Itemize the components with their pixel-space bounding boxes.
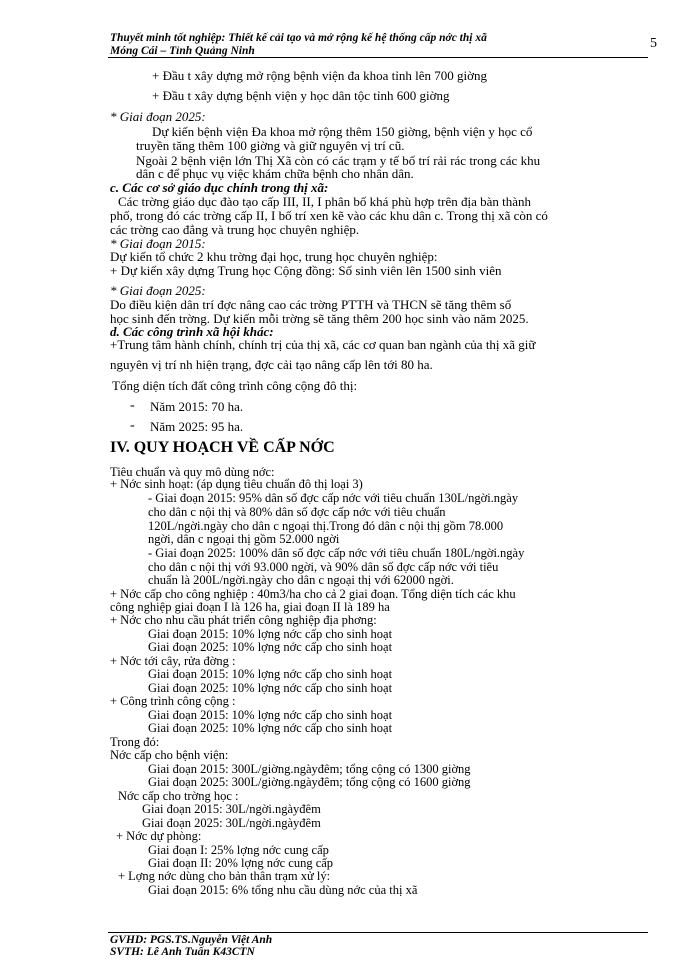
- text-line: Giai đoạn 2025: 30L/ngời.ngàyđêm: [142, 816, 321, 830]
- page-footer: [110, 934, 272, 958]
- text-line: Giai đoạn I: 25% lợng nớc cung cấp: [148, 843, 329, 857]
- text-line: Giai đoạn 2015: 30L/ngời.ngàyđêm: [142, 802, 321, 816]
- text-line: Giai đoạn 2015: 10% lợng nớc cấp cho sinh hoạt: [148, 708, 393, 722]
- footer-student: SVTH: Lê Anh Tuấn K43CTN: [110, 946, 255, 958]
- text-line: Giai đoạn 2025: 300L/giờng.ngàyđêm; tổng cộng có 1600 giờng: [148, 775, 471, 789]
- list-item: Năm 2015: 70 ha.: [150, 399, 244, 414]
- text-line: chuẩn là 200L/ngời.ngày cho dân c ngoại thị với 62000 ngời.: [148, 573, 454, 587]
- text-line: Các trờng giáo dục đào tạo cấp III, II, I phân bố khá phù hợp trên địa bàn thành: [118, 194, 532, 209]
- text-line: + Lợng nớc dùng cho bản thân trạm xử lý:: [118, 869, 331, 883]
- text-line: - Giai đoạn 2015: 95% dân số đợc cấp nớc với tiêu chuẩn 130L/ngời.ngày: [148, 491, 519, 505]
- dash-bullet: -: [130, 398, 135, 413]
- header-divider: [108, 57, 648, 58]
- section-label: * Giai đoạn 2025:: [110, 109, 206, 124]
- header-subtitle-line: Móng Cái – Tỉnh Quảng Ninh: [110, 45, 255, 57]
- text-line: + Nớc dự phòng:: [116, 829, 202, 843]
- text-line: 120L/ngời.ngày cho dân c ngoại thị.Trong đó dân c nội thị gồm 78.000: [148, 519, 504, 533]
- text-line: Giai đoạn 2025: 10% lợng nớc cấp cho sinh hoạt: [148, 681, 393, 695]
- text-line: công nghiệp giai đoạn I là 126 ha, giai đoạn II là 189 ha: [110, 600, 390, 614]
- text-line: nguyên vị trí nh hiện trạng, đợc cải tạo nâng cấp lên tới 80 ha.: [110, 357, 433, 372]
- text-line: truyền tăng thêm 100 giờng và giữ nguyên vị trí cũ.: [136, 138, 405, 153]
- subsection-heading: c. Các cơ sở giáo dục chính trong thị xã:: [110, 180, 329, 195]
- footer-divider: [108, 932, 648, 933]
- text-line: Trong đó:: [110, 735, 160, 749]
- text-line: cho dân c nội thị và 80% dân số đợc cấp nớc với tiêu chuẩn: [148, 505, 446, 519]
- page-header: [110, 32, 650, 58]
- text-line: Giai đoạn 2015: 10% lợng nớc cấp cho sinh hoạt: [148, 667, 393, 681]
- text-line: các trờng cao đẳng và trung học chuyên nghiệp.: [110, 222, 360, 237]
- footer-supervisor: GVHD: PGS.TS.Nguyễn Việt Anh: [110, 934, 273, 946]
- text-line: cho dân c nội thị với 93.000 ngời, và 90% dân số đợc cấp nớc với tiêu: [148, 560, 499, 574]
- text-line: Giai đoạn 2015: 6% tổng nhu cầu dùng nớc của thị xã: [148, 883, 418, 897]
- section-label: * Giai đoạn 2015:: [110, 236, 206, 251]
- text-line: - Giai đoạn 2025: 100% dân số đợc cấp nớc với tiêu chuẩn 180L/ngời.ngày: [148, 546, 525, 560]
- text-line: + Đầu t xây dựng bệnh viện y học dân tộc tỉnh 600 giờng: [152, 88, 450, 103]
- text-line: ngời, dân c ngoại thị gồm 52.000 ngời: [148, 532, 340, 546]
- text-line: + Công trình công cộng :: [110, 694, 236, 708]
- text-line: + Nớc cấp cho công nghiệp : 40m3/ha cho cả 2 giai đoạn. Tổng diện tích các khu: [110, 587, 516, 601]
- text-line: Nớc cấp cho trờng học :: [118, 789, 239, 803]
- text-line: + Nớc sinh hoạt: (áp dụng tiêu chuẩn đô thị loại 3): [110, 477, 363, 491]
- list-item: Năm 2025: 95 ha.: [150, 419, 244, 434]
- text-line: Giai đoạn 2025: 10% lợng nớc cấp cho sinh hoạt: [148, 721, 393, 735]
- text-line: Do điều kiện dân trí đợc nâng cao các trờng PTTH và THCN sẽ tăng thêm số: [110, 297, 512, 312]
- text-line: Giai đoạn 2015: 10% lợng nớc cấp cho sinh hoạt: [148, 627, 393, 641]
- text-line: Nớc cấp cho bệnh viện:: [110, 748, 229, 762]
- text-line: Dự kiến bệnh viện Đa khoa mở rộng thêm 150 giờng, bệnh viện y học cổ: [152, 124, 533, 139]
- text-line: + Đầu t xây dựng mở rộng bệnh viện đa khoa tỉnh lên 700 giờng: [152, 68, 488, 83]
- text-line: dân c để phục vụ việc khám chữa bệnh cho nhân dân.: [136, 166, 414, 181]
- text-line: Giai đoạn II: 20% lợng nớc cung cấp: [148, 856, 334, 870]
- header-title-line: Thuyết minh tốt nghiệp: Thiết kế cải tạo và mở rộng kế hệ thống cấp nớc thị xã: [110, 32, 487, 44]
- text-line: Tiêu chuẩn và quy mô dùng nớc:: [110, 465, 275, 479]
- text-line: Giai đoạn 2015: 300L/giờng.ngàyđêm; tổng cộng có 1300 giờng: [148, 762, 471, 776]
- text-line: Tổng diện tích đất công trình công cộng đô thị:: [112, 378, 358, 393]
- text-line: + Nớc cho nhu cầu phát triển công nghiệp địa phơng:: [110, 613, 377, 627]
- page-number: 5: [650, 36, 657, 51]
- dash-bullet: -: [130, 418, 135, 433]
- text-line: + Nớc tới cây, rửa đờng :: [110, 654, 236, 668]
- text-line: Ngoài 2 bệnh viện lớn Thị Xã còn có các trạm y tế bố trí rải rác trong các khu: [136, 153, 541, 168]
- text-line: học sinh đến trờng. Dự kiến mỗi trờng sẽ tăng thêm 200 học sinh vào năm 2025.: [110, 311, 529, 326]
- text-line: + Dự kiến xây dựng Trung học Cộng đồng: Số sinh viên lên 1500 sinh viên: [110, 263, 502, 278]
- text-line: Dự kiến tổ chức 2 khu trờng đại học, trung học chuyên nghiệp:: [110, 249, 438, 264]
- section-label: * Giai đoạn 2025:: [110, 283, 206, 298]
- text-line: phố, trong đó các trờng cấp II, I bố trí xen kẽ vào các khu dân c. Trong thị xã còn có: [110, 208, 548, 223]
- subsection-heading: d. Các công trình xã hội khác:: [110, 324, 274, 339]
- text-line: +Trung tâm hành chính, chính trị của thị xã, các cơ quan ban ngành của thị xã giữ: [110, 337, 536, 352]
- section-heading: IV. QUY HOẠCH VỀ CẤP NỚC: [110, 439, 335, 456]
- text-line: Giai đoạn 2025: 10% lợng nớc cấp cho sinh hoạt: [148, 640, 393, 654]
